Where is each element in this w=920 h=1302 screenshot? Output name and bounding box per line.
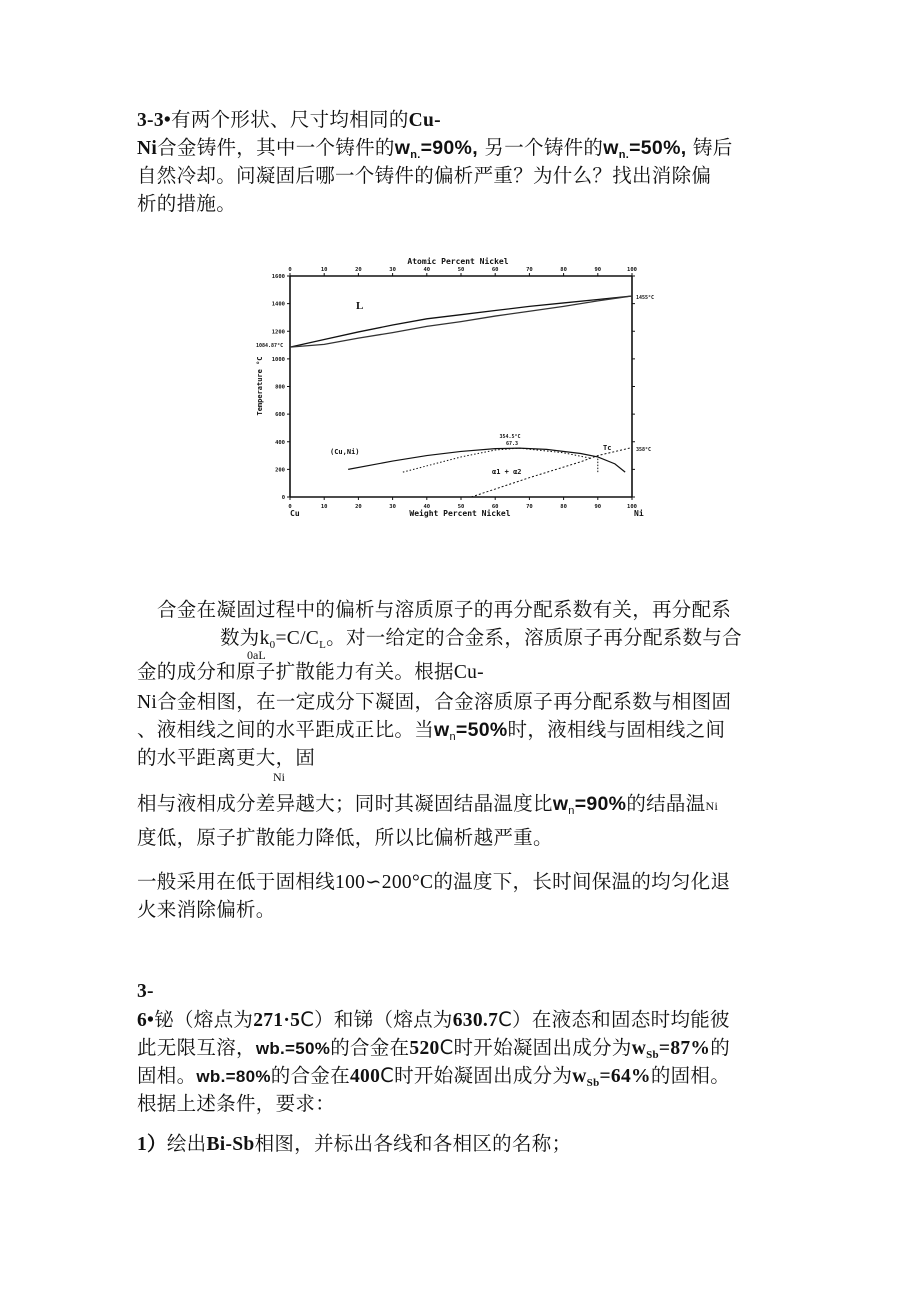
text: Ni [137, 692, 158, 713]
p1-line-2 [220, 626, 742, 657]
p2-line-2: 火来消除偏析。 [137, 898, 276, 921]
text: =50% [455, 719, 508, 741]
ni-melt-label: 1455°C [636, 295, 655, 301]
top-tick-label: 60 [491, 267, 499, 273]
text: L [319, 639, 327, 651]
text: 的 [710, 1036, 731, 1059]
text: Ni [137, 138, 158, 159]
text: C）在液态和固态时均能彼 [498, 1008, 730, 1031]
text: Ni [705, 799, 719, 813]
text: 金的成分和原子扩散能力有关。根据 [137, 660, 454, 683]
q33-line-2 [137, 136, 733, 167]
dome-comp-label: 67.3 [505, 441, 519, 447]
x-tick-label: 60 [491, 504, 499, 510]
text: 合金相图，在一定成分下凝固，合金溶质原子再分配系数与相图固 [157, 690, 732, 713]
top-tick-label: 80 [560, 267, 567, 273]
text: 相与液相成分差异越大；同时其凝固结晶温度比 [137, 792, 553, 815]
y-tick-label: 200 [275, 467, 285, 474]
text: 一般采用在低于固相线 [137, 870, 336, 893]
text: Sb [586, 1077, 600, 1089]
text: =87% [658, 1038, 711, 1059]
text: n [568, 805, 575, 817]
q33-line-3: 自然冷却。问凝固后哪一个铸件的偏析严重？为什么？找出消除偏 [137, 164, 712, 187]
miscibility-gap-line [348, 448, 625, 472]
text: C时开始凝固出成分为 [439, 1036, 632, 1059]
text: w [603, 137, 619, 159]
text: 6• [137, 1010, 155, 1031]
text: n. [410, 149, 421, 161]
text: w [552, 793, 569, 815]
q36-item-1 [137, 1132, 571, 1157]
text: 的合金在 [270, 1064, 350, 1087]
q36-line-3 [137, 1064, 730, 1095]
x-tick-label: 20 [355, 504, 362, 510]
text: 。对一给定的合金系，溶质原子再分配系数与合 [326, 626, 742, 649]
x-tick-label: 0 [288, 504, 292, 510]
curie-label: Tc [603, 444, 612, 452]
chart-xlabel: Weight Percent Nickel [409, 509, 511, 518]
cu-end-label: Cu [290, 509, 300, 518]
text: =50%, [629, 137, 687, 159]
x-tick-label: 70 [526, 504, 533, 510]
text: 0 [269, 639, 276, 651]
q36-line-1 [137, 1008, 730, 1033]
p1-line-7 [137, 792, 718, 823]
x-tick-label: 100 [627, 504, 637, 510]
liquid-label: L [356, 300, 364, 312]
x-tick-label: 10 [320, 504, 328, 510]
dome-temp-label: 354.5°C [499, 434, 521, 440]
text: 630.7 [452, 1010, 499, 1031]
y-tick-label: 0 [281, 495, 285, 501]
top-tick-label: 40 [423, 267, 431, 273]
x-tick-label: 50 [457, 504, 465, 510]
two-phase-label: α1 + α2 [492, 468, 522, 476]
text: wb.=80% [196, 1067, 271, 1086]
text: 另一个铸件的 [477, 136, 604, 159]
cu-ni-phase-diagram [248, 252, 668, 524]
text: =90%, [420, 137, 478, 159]
text: 271·5 [253, 1010, 301, 1031]
q33-line-4: 析的措施。 [137, 192, 237, 215]
top-tick-label: 20 [355, 267, 362, 273]
y-tick-label: 1400 [271, 301, 285, 308]
text: 相图，并标出各线和各相区的名称； [254, 1132, 572, 1155]
text: Bi-Sb [206, 1134, 255, 1155]
text: 数为 [220, 626, 260, 649]
x-tick-label: 30 [389, 504, 396, 510]
text: 此无限互溶， [137, 1036, 256, 1059]
text: =90% [574, 793, 627, 815]
x-tick-label: 80 [560, 504, 567, 510]
cu-melt-label: 1084.87°C [256, 343, 284, 349]
text: 、液相线之间的水平距成正比。当 [137, 718, 435, 741]
y-tick-label: 1200 [271, 329, 285, 336]
text: 绘出 [166, 1132, 207, 1155]
text: w [631, 1038, 647, 1059]
p1-line-6: 的水平距离更大，固 [137, 746, 316, 769]
text: w [572, 1066, 587, 1087]
text: C时开始凝固出成分为 [380, 1064, 573, 1087]
text: n. [618, 149, 630, 161]
p2-line-1 [137, 870, 730, 895]
q36-number: 3- [137, 981, 154, 1002]
text: k [259, 628, 270, 649]
top-tick-label: 50 [457, 267, 465, 273]
text: w [434, 719, 450, 741]
top-tick-label: 90 [594, 267, 602, 273]
q36-line-4: 根据上述条件，要求： [137, 1092, 336, 1115]
y-tick-label: 1000 [271, 356, 285, 363]
text: 400 [350, 1066, 381, 1087]
y-tick-label: 800 [275, 384, 285, 391]
text: =C/C [275, 628, 320, 649]
text: Sb [646, 1049, 659, 1061]
text: 的温度下，长时间保温的均匀化退 [433, 870, 731, 893]
text: 合金铸件，其中一个铸件的 [157, 136, 395, 159]
curie-temp-label: 358°C [636, 447, 652, 453]
p1-line-8: 度低，原子扩散能力降低，所以比偏析越严重。 [137, 826, 553, 849]
text: Cu- [453, 662, 484, 683]
q36-line-2 [137, 1036, 730, 1067]
text: =64% [599, 1066, 651, 1087]
text: w [394, 137, 411, 159]
text: wb.=50% [255, 1039, 331, 1058]
text: 520 [409, 1038, 440, 1059]
x-tick-label: 40 [423, 504, 431, 510]
top-tick-label: 70 [526, 267, 533, 273]
text: C）和锑（熔点为 [300, 1008, 453, 1031]
chart-curves [290, 296, 632, 497]
chart-title: Atomic Percent Nickel [407, 257, 509, 266]
text: 时，液相线与固相线之间 [507, 718, 726, 741]
text: Cu- [408, 110, 441, 131]
stray-subscript: 0aL [247, 648, 266, 662]
text: 的固相。 [650, 1064, 731, 1087]
text: 的结晶温 [626, 792, 706, 815]
p1-line-3 [137, 660, 484, 685]
text: 1） [137, 1134, 167, 1155]
text: 有两个形状、尺寸均相同的 [171, 108, 409, 131]
p1-line-1: 合金在凝固过程中的偏析与溶质原子的再分配系数有关，再分配系 [157, 598, 732, 621]
q33-line-1 [137, 108, 441, 133]
text: 100∽200°C [335, 872, 434, 893]
text: 的合金在 [330, 1036, 410, 1059]
ni-end-label: Ni [634, 509, 644, 518]
solid-solution-label: (Cu,Ni) [330, 448, 360, 456]
y-tick-label: 1600 [271, 274, 285, 280]
question-number: 3-3• [137, 110, 172, 131]
solidus-line [290, 296, 632, 347]
text: 固相。 [137, 1064, 197, 1087]
top-tick-label: 10 [320, 267, 328, 273]
text: n [449, 731, 456, 743]
top-tick-label: 30 [389, 267, 396, 273]
y-tick-label: 600 [275, 412, 285, 419]
text: 铋（熔点为 [154, 1008, 254, 1031]
p1-line-4 [137, 690, 731, 715]
top-tick-label: 100 [627, 267, 637, 273]
x-tick-label: 90 [594, 504, 602, 510]
top-tick-label: 0 [288, 267, 292, 273]
text: 铸后 [686, 136, 733, 159]
stray-subscript: Ni [273, 770, 285, 784]
chart-ylabel: Temperature °C [256, 356, 264, 416]
p1-line-5 [137, 718, 725, 749]
y-tick-label: 400 [275, 439, 285, 446]
chart-axes [290, 276, 632, 497]
